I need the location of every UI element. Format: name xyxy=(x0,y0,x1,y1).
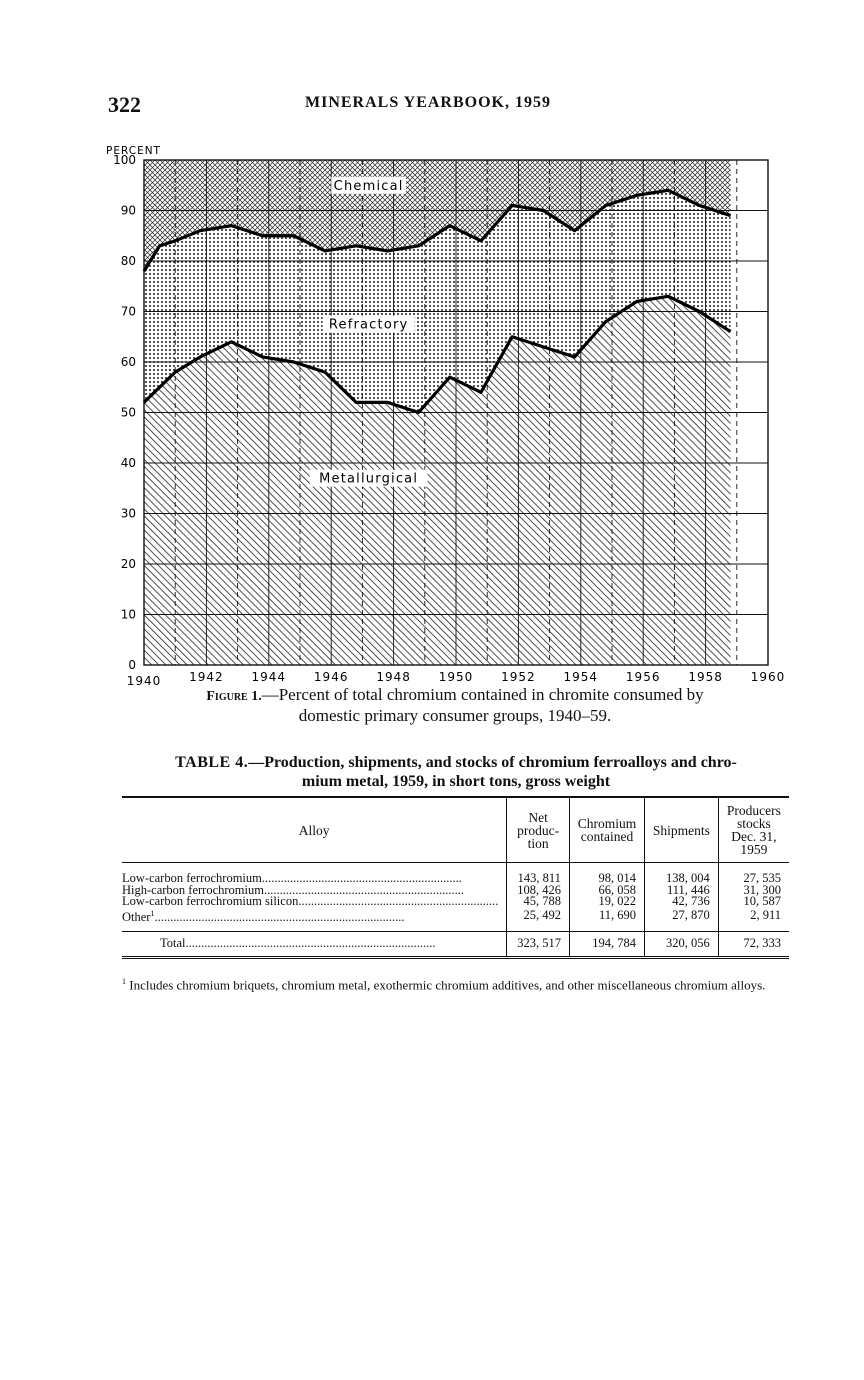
total-label-cell: Total................................................................................ xyxy=(122,932,507,958)
x-tick-label: 1944 xyxy=(251,670,287,684)
col-header-net-production-text: Net produc- tion xyxy=(517,809,560,851)
col-header-net-production xyxy=(507,797,570,863)
alloy-cell: High-carbon ferrochromium................................................................ xyxy=(122,882,464,897)
footnote-text: Includes chromium briquets, chromium metal, exothermic chromium additives, and other miscellaneous chromium alloys. xyxy=(129,977,766,993)
stocks-cell: 10, 587 xyxy=(718,896,789,908)
col-header-producers-stocks xyxy=(718,797,789,863)
col-header-chromium-contained-text: Chromium contained xyxy=(577,816,637,844)
shipments-cell: 42, 736 xyxy=(645,896,719,908)
y-tick-label: 80 xyxy=(120,254,136,268)
chromium-contained-cell: 11, 690 xyxy=(569,908,644,932)
footnote-mark: 1 xyxy=(150,908,155,918)
y-tick-label: 70 xyxy=(120,304,136,319)
net-production-cell: 25, 492 xyxy=(507,908,570,932)
area-label-text: Chemical xyxy=(333,178,404,194)
area-label-chemical xyxy=(331,177,406,194)
x-tick-label: 1948 xyxy=(376,670,411,684)
alloy-name: Other xyxy=(122,909,151,924)
y-tick-label: 30 xyxy=(120,506,136,521)
chromium-contained-cell: 19, 022 xyxy=(569,896,644,908)
x-tick-label: 1946 xyxy=(313,670,349,684)
y-tick-label: 50 xyxy=(120,405,136,420)
table-row xyxy=(122,896,789,908)
y-tick-label: 90 xyxy=(120,203,136,218)
data-table xyxy=(122,796,789,959)
caption-line-1: —Percent of total chromium contained in chromite consumed by xyxy=(261,685,704,704)
x-tick-label: 1956 xyxy=(625,670,661,684)
total-label: Total xyxy=(160,936,186,951)
x-tick-label: 1958 xyxy=(688,670,723,684)
table-label: TABLE 4. xyxy=(175,754,249,771)
shipments-cell: 111, 446 xyxy=(645,885,719,897)
chromium-contained-cell: 98, 014 xyxy=(569,873,644,885)
col-header-producers-stocks-text: Producers stocks Dec. 31, 1959 xyxy=(726,803,781,857)
shipments-cell: 27, 870 xyxy=(645,908,719,932)
chromium-contained-cell: 66, 058 xyxy=(569,885,644,897)
table-total-row xyxy=(122,932,789,958)
area-label-refractory xyxy=(323,316,415,333)
x-tick-label: 1942 xyxy=(189,670,224,684)
figure-caption xyxy=(130,685,780,725)
table-footnote xyxy=(122,975,792,992)
total-chromium-contained: 194, 784 xyxy=(569,932,644,958)
total-net-production: 323, 517 xyxy=(507,932,570,958)
y-tick-label: 100 xyxy=(113,153,136,167)
alloy-name: Low-carbon ferrochromium xyxy=(122,871,262,885)
net-production-cell: 143, 811 xyxy=(507,873,570,885)
shipments-cell: 138, 004 xyxy=(645,873,719,885)
x-tick-label: 1952 xyxy=(501,670,536,684)
x-tick-label: 1950 xyxy=(438,670,474,684)
y-tick-label: 20 xyxy=(120,557,136,571)
alloy-cell: Low-carbon ferrochromium................................................................ xyxy=(122,871,462,885)
caption-line-2: domestic primary consumer groups, 1940–59. xyxy=(298,706,612,725)
col-header-alloy: Alloy xyxy=(122,797,507,863)
area-label-text: Refractory xyxy=(328,317,409,333)
running-head: MINERALS YEARBOOK, 1959 xyxy=(305,94,551,111)
col-header-shipments: Shipments xyxy=(645,797,719,863)
y-tick-label: 40 xyxy=(120,456,136,470)
y-axis-label: PERCENT xyxy=(106,145,161,157)
stocks-cell: 2, 911 xyxy=(718,908,789,932)
table-title-line-1: —Production, shipments, and stocks of chromium ferroalloys and chro- xyxy=(248,754,737,771)
table-header-row xyxy=(122,797,789,863)
y-tick-label: 10 xyxy=(120,607,136,622)
net-production-cell: 108, 426 xyxy=(507,885,570,897)
total-shipments: 320, 056 xyxy=(645,932,719,958)
alloy-cell: Low-carbon ferrochromium silicon................................................................ xyxy=(122,894,499,908)
y-tick-label: 60 xyxy=(120,355,136,369)
alloy-name: Low-carbon ferrochromium silicon xyxy=(122,894,299,908)
footnote-mark: 1 xyxy=(122,977,126,986)
total-stocks: 72, 333 xyxy=(718,932,789,958)
col-header-chromium-contained xyxy=(569,797,644,863)
x-tick-label: 1960 xyxy=(750,670,786,684)
x-tick-label: 1954 xyxy=(563,670,599,684)
alloy-cell: Other$^1$................................................................................ xyxy=(122,908,405,924)
area-label-metallurgical xyxy=(310,470,428,487)
page-number: 322 xyxy=(108,92,141,117)
alloy-name: High-carbon ferrochromium xyxy=(122,882,264,897)
y-tick-label: 0 xyxy=(128,658,136,672)
table-row xyxy=(122,908,789,932)
table-title xyxy=(120,753,792,791)
area-label-text: Metallurgical xyxy=(319,471,419,487)
stocks-cell: 27, 535 xyxy=(718,873,789,885)
net-production-cell: 45, 788 xyxy=(507,896,570,908)
area-chart xyxy=(100,140,786,688)
table-title-line-2: mium metal, 1959, in short tons, gross weight xyxy=(301,773,611,790)
stocks-cell: 31, 300 xyxy=(718,885,789,897)
figure-label: Figure 1. xyxy=(206,689,262,704)
x-tick-label: 1940 xyxy=(126,674,162,688)
page-header xyxy=(0,92,864,122)
